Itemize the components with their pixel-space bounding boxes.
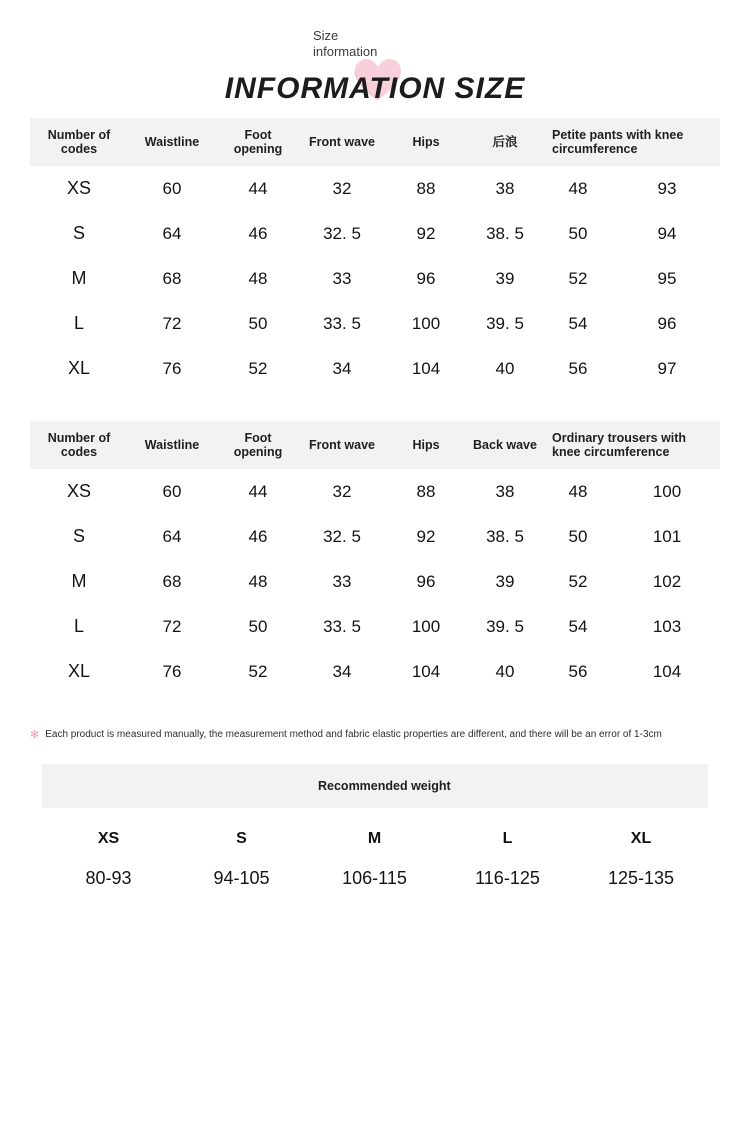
cell-waistline: 76 (162, 358, 182, 378)
cell-foot-opening: 50 (248, 313, 268, 333)
cell-waistline: 72 (162, 616, 182, 636)
table-header-row (30, 421, 720, 469)
cell-code: L (73, 616, 84, 636)
th-front-wave: Front wave (300, 421, 384, 469)
cell-foot-opening: 44 (248, 481, 268, 501)
table-row (30, 256, 720, 301)
weight-size-l: L (502, 830, 513, 847)
cell-hips: 92 (416, 223, 436, 243)
cell-code: XS (66, 481, 91, 501)
ordinary-trousers-size-table (30, 421, 720, 694)
cell-foot-opening: 52 (248, 358, 268, 378)
table-header-row (30, 118, 720, 166)
ordinary-trousers-table-wrap (30, 421, 720, 694)
cell-front-wave: 32. 5 (323, 526, 361, 546)
cell-knee-a: 50 (568, 526, 588, 546)
th-waistline: Waistline (128, 118, 216, 166)
th-number-of-codes: Number of codes (30, 421, 128, 469)
cell-waistline: 76 (162, 661, 182, 681)
cell-back-wave: 38 (495, 481, 515, 501)
recommended-weight-title: Recommended weight (308, 764, 708, 808)
th-front-wave: Front wave (300, 118, 384, 166)
cell-front-wave: 33. 5 (323, 616, 361, 636)
weight-value-l: 116-125 (475, 868, 540, 888)
cell-foot-opening: 52 (248, 661, 268, 681)
cell-front-wave: 33 (332, 268, 352, 288)
th-hips: Hips (384, 421, 468, 469)
table-row (30, 559, 720, 604)
cell-hips: 104 (411, 661, 441, 681)
th-back-wave: Back wave (468, 421, 542, 469)
cell-knee-b: 96 (657, 313, 677, 333)
weight-size-row (42, 808, 708, 848)
cell-waistline: 60 (162, 481, 182, 501)
cell-hips: 88 (416, 178, 436, 198)
th-number-of-codes: Number of codes (30, 118, 128, 166)
th-back-wave-cn: 后浪 (468, 118, 542, 166)
cell-hips: 104 (411, 358, 441, 378)
weight-value-row (42, 848, 708, 899)
cell-waistline: 72 (162, 313, 182, 333)
petite-pants-table-wrap (30, 118, 720, 391)
cell-hips: 88 (416, 481, 436, 501)
cell-back-wave: 38. 5 (486, 526, 524, 546)
cell-knee-b: 103 (652, 616, 682, 636)
measurement-note (30, 728, 720, 742)
cell-foot-opening: 50 (248, 616, 268, 636)
cell-front-wave: 34 (332, 661, 352, 681)
table-row (30, 301, 720, 346)
cell-back-wave: 40 (495, 358, 515, 378)
th-waistline: Waistline (128, 421, 216, 469)
cell-back-wave: 40 (495, 661, 515, 681)
cell-code: M (71, 268, 87, 288)
cell-hips: 96 (416, 571, 436, 591)
cell-waistline: 64 (162, 526, 182, 546)
weight-size-s: S (236, 830, 247, 847)
section-gap (0, 391, 750, 421)
cell-waistline: 68 (162, 268, 182, 288)
cell-foot-opening: 48 (248, 268, 268, 288)
cell-foot-opening: 46 (248, 526, 268, 546)
weight-value-xs: 80-93 (85, 868, 132, 888)
th-foot-opening: Foot opening (216, 118, 300, 166)
cell-hips: 96 (416, 268, 436, 288)
weight-header-blank-2 (175, 764, 308, 808)
cell-back-wave: 39 (495, 571, 515, 591)
th-foot-opening: Foot opening (216, 421, 300, 469)
weight-size-m: M (367, 830, 382, 847)
measurement-note-text: Each product is measured manually, the measurement method and fabric elastic properties are different, and there will be an error of 1-3cm (45, 729, 662, 740)
cell-back-wave: 39. 5 (486, 313, 524, 333)
cell-front-wave: 32 (332, 481, 352, 501)
cell-waistline: 64 (162, 223, 182, 243)
recommended-weight-table (42, 764, 708, 899)
table-row (30, 649, 720, 694)
recommended-weight-wrap (42, 764, 708, 899)
cell-front-wave: 33 (332, 571, 352, 591)
weight-header-row (42, 764, 708, 808)
th-ordinary-knee-circumference: Ordinary trousers with knee circumference (542, 421, 720, 469)
cell-hips: 100 (411, 616, 441, 636)
table-row (30, 211, 720, 256)
header (0, 0, 750, 118)
cell-knee-b: 102 (652, 571, 682, 591)
cell-code: S (72, 223, 85, 243)
cell-knee-a: 52 (568, 268, 588, 288)
cell-code: S (72, 526, 85, 546)
cell-front-wave: 32. 5 (323, 223, 361, 243)
asterisk-icon: ✻ (30, 729, 40, 741)
cell-knee-a: 48 (568, 178, 588, 198)
weight-value-m: 106-115 (342, 868, 407, 888)
cell-knee-b: 95 (657, 268, 677, 288)
cell-knee-a: 52 (568, 571, 588, 591)
cell-knee-b: 100 (652, 481, 682, 501)
cell-code: XS (66, 178, 91, 198)
weight-size-xs: XS (97, 830, 120, 847)
cell-code: XL (67, 358, 91, 378)
cell-code: L (73, 313, 84, 333)
cell-front-wave: 33. 5 (323, 313, 361, 333)
cell-knee-a: 56 (568, 358, 588, 378)
cell-hips: 92 (416, 526, 436, 546)
table-row (30, 166, 720, 211)
cell-knee-b: 97 (657, 358, 677, 378)
size-information-label: Size information (313, 28, 378, 59)
cell-back-wave: 39 (495, 268, 515, 288)
cell-knee-a: 54 (568, 313, 588, 333)
cell-foot-opening: 44 (248, 178, 268, 198)
cell-back-wave: 38. 5 (486, 223, 524, 243)
cell-code: XL (67, 661, 91, 681)
cell-waistline: 68 (162, 571, 182, 591)
cell-knee-a: 48 (568, 481, 588, 501)
table-row (30, 514, 720, 559)
petite-pants-size-table (30, 118, 720, 391)
cell-code: M (71, 571, 87, 591)
th-hips: Hips (384, 118, 468, 166)
cell-waistline: 60 (162, 178, 182, 198)
cell-hips: 100 (411, 313, 441, 333)
cell-front-wave: 34 (332, 358, 352, 378)
cell-foot-opening: 48 (248, 571, 268, 591)
cell-knee-a: 54 (568, 616, 588, 636)
th-petite-knee-circumference: Petite pants with knee circumference (542, 118, 720, 166)
weight-header-blank-1 (42, 764, 175, 808)
cell-back-wave: 39. 5 (486, 616, 524, 636)
cell-front-wave: 32 (332, 178, 352, 198)
page-title: INFORMATION SIZE (224, 72, 526, 105)
weight-size-xl: XL (630, 830, 652, 847)
cell-knee-b: 101 (652, 526, 682, 546)
table-row (30, 604, 720, 649)
table-row (30, 346, 720, 391)
cell-knee-b: 93 (657, 178, 677, 198)
cell-knee-b: 94 (657, 223, 677, 243)
weight-value-xl: 125-135 (607, 868, 675, 888)
table-row (30, 469, 720, 514)
cell-knee-a: 50 (568, 223, 588, 243)
cell-back-wave: 38 (495, 178, 515, 198)
weight-value-s: 94-105 (213, 868, 270, 888)
cell-knee-b: 104 (652, 661, 682, 681)
cell-foot-opening: 46 (248, 223, 268, 243)
cell-knee-a: 56 (568, 661, 588, 681)
